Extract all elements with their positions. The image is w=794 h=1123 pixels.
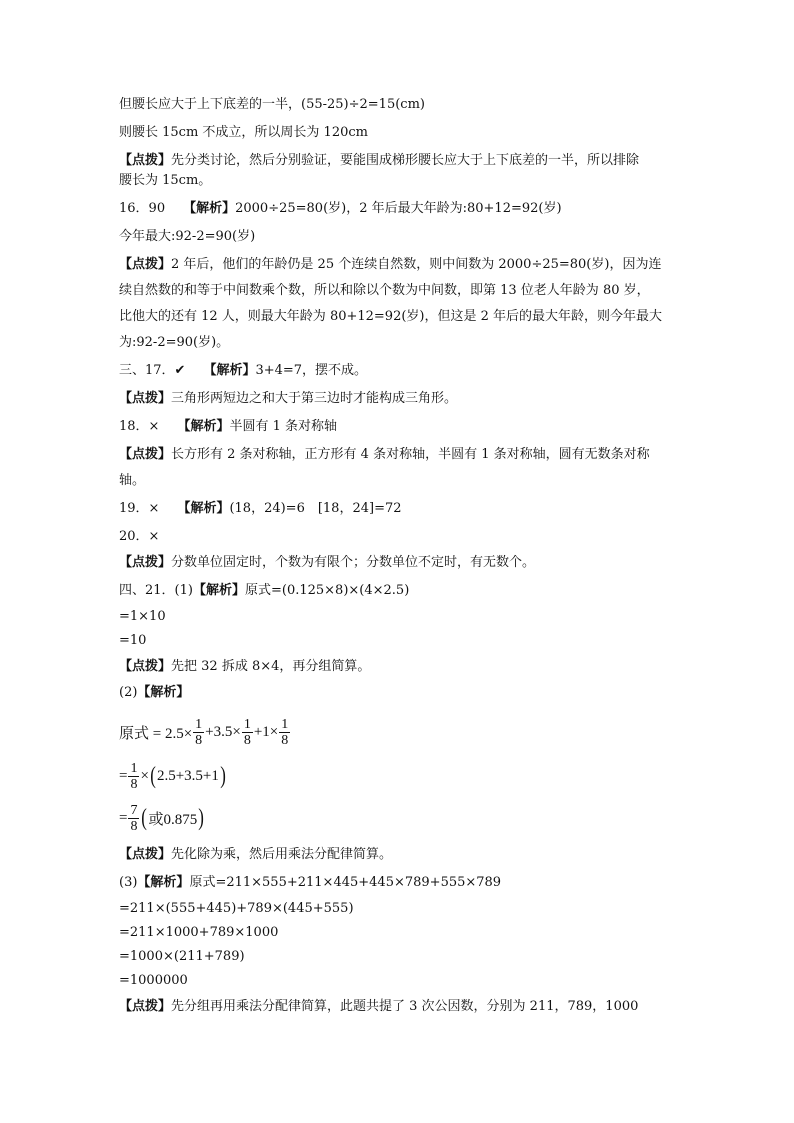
- hint-text: 先分组再用乘法分配律简算，此题共提了 3 次公因数，分别为 211，789，1000: [171, 999, 639, 1014]
- text-line: 续自然数的和等于中间数乘个数，所以和除以个数为中间数，即第 13 位老人年龄为 80 岁，: [119, 283, 650, 298]
- hint-line: [119, 554, 535, 572]
- hint-text: 三角形两短边之和大于第三边时才能构成三角形。: [171, 391, 458, 406]
- analysis-tag: 【解析】: [177, 419, 230, 434]
- question-number: 16．90: [119, 201, 166, 216]
- math-text: 2.5+3.5+1: [156, 767, 219, 784]
- question-17: [119, 362, 367, 380]
- text-line: 比他大的还有 12 人，则最大年龄为 80+12=92(岁)，但这是 2 年后的最大年龄，则今年最大: [119, 309, 663, 324]
- hint-line: [119, 446, 650, 464]
- hint-tag: 【点拨】: [119, 659, 172, 674]
- math-text: +3.5×: [205, 723, 241, 740]
- text-line: 但腰长应大于上下底差的一半，(55-25)÷2=15(cm): [119, 97, 425, 112]
- left-paren: (: [141, 805, 148, 831]
- hint-line: [119, 658, 370, 676]
- step-line: =1×10: [119, 609, 166, 624]
- hint-line: [119, 998, 638, 1016]
- hint-text: 先把 32 拆成 8×4，再分组简算。: [171, 659, 371, 674]
- step-line: =211×1000+789×1000: [119, 925, 279, 940]
- analysis-text: 半圆有 1 条对称轴: [229, 419, 337, 434]
- analysis-tag: 【解析】: [192, 583, 245, 598]
- question-number: 三、17．✔: [119, 363, 186, 378]
- analysis-tag: 【解析】: [177, 501, 230, 516]
- left-paren: (: [150, 763, 156, 789]
- text-line: 则腰长 15cm 不成立，所以周长为 120cm: [119, 125, 368, 140]
- question-number: 四、21．(1): [119, 583, 193, 598]
- hint-line: [119, 152, 639, 170]
- hint-text: 分数单位固定时，个数为有限个；分数单位不定时，有无数个。: [171, 555, 536, 570]
- analysis-text: 2000÷25=80(岁)，2 年后最大年龄为:80+12=92(岁): [235, 201, 562, 216]
- right-paren: ): [220, 763, 226, 789]
- text-line: 轴。: [119, 473, 146, 488]
- text-line: 腰长为 15cm。: [119, 173, 212, 188]
- fraction: $\frac{1}{8}$: [243, 716, 251, 748]
- question-number: 19．×: [119, 501, 160, 516]
- analysis-text: 原式=211×555+211×445+445×789+555×789: [189, 875, 502, 890]
- question-number: (3): [119, 875, 138, 890]
- fraction: $\frac{1}{8}$: [281, 716, 289, 748]
- question-18: [119, 418, 337, 436]
- math-line-3: [119, 798, 205, 838]
- right-paren: ): [198, 805, 205, 831]
- hint-tag: 【点拨】: [119, 847, 172, 862]
- hint-line: [119, 846, 392, 864]
- hint-line: [119, 390, 457, 408]
- question-21-2: [119, 684, 189, 702]
- step-line: =10: [119, 633, 147, 648]
- question-19: [119, 500, 402, 518]
- hint-line: [119, 256, 661, 274]
- text-line: 今年最大:92-2=90(岁): [119, 229, 256, 244]
- question-number: 18．×: [119, 419, 160, 434]
- math-text: 或0.875: [148, 811, 198, 828]
- step-line: =1000000: [119, 973, 188, 988]
- text-line: 为:92-2=90(岁)。: [119, 335, 230, 350]
- analysis-tag: 【解析】: [203, 363, 256, 378]
- hint-tag: 【点拨】: [119, 555, 172, 570]
- hint-tag: 【点拨】: [119, 999, 172, 1014]
- math-line-1: [119, 712, 291, 752]
- fraction: $\frac{1}{8}$: [130, 760, 138, 792]
- math-text: ×: [140, 767, 149, 784]
- math-line-2: [119, 756, 227, 796]
- math-text: +1×: [253, 723, 279, 740]
- hint-tag: 【点拨】: [119, 153, 172, 168]
- analysis-text: 3+4=7，摆不成。: [255, 363, 368, 378]
- fraction: $\frac{7}{8}$: [130, 802, 138, 834]
- analysis-text: 原式=(0.125×8)×(4×2.5): [244, 583, 410, 598]
- hint-text: 2 年后，他们的年龄仍是 25 个连续自然数，则中间数为 2000÷25=80(岁)，因为连: [171, 257, 662, 272]
- analysis-text: (18，24)=6 [18，24]=72: [229, 501, 402, 516]
- hint-text: 先分类讨论，然后分别验证，要能围成梯形腰长应大于上下底差的一半，所以排除: [171, 153, 640, 168]
- question-20: 20．×: [119, 529, 160, 544]
- analysis-tag: 【解析】: [183, 201, 236, 216]
- math-text: =: [119, 809, 128, 826]
- math-text: =: [119, 767, 128, 784]
- hint-text: 先化除为乘，然后用乘法分配律简算。: [171, 847, 393, 862]
- question-number: (2): [119, 685, 138, 700]
- analysis-tag: 【解析】: [137, 685, 190, 700]
- hint-text: 长方形有 2 条对称轴，正方形有 4 条对称轴，半圆有 1 条对称轴，圆有无数条对称: [171, 447, 650, 462]
- hint-tag: 【点拨】: [119, 257, 172, 272]
- question-21-1: [119, 582, 409, 600]
- step-line: =1000×(211+789): [119, 949, 245, 964]
- hint-tag: 【点拨】: [119, 447, 172, 462]
- hint-tag: 【点拨】: [119, 391, 172, 406]
- question-21-3: [119, 874, 501, 892]
- fraction: $\frac{1}{8}$: [195, 716, 203, 748]
- analysis-tag: 【解析】: [137, 875, 190, 890]
- math-text: 原式 = 2.5×: [119, 725, 193, 742]
- step-line: =211×(555+445)+789×(445+555): [119, 901, 354, 916]
- question-16: [119, 200, 562, 218]
